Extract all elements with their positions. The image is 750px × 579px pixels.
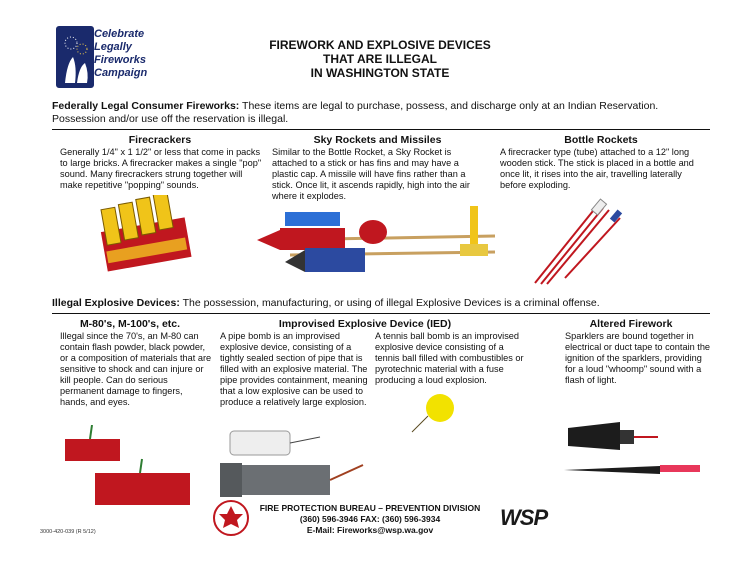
firecrackers-image [92,195,192,275]
divider [52,313,710,314]
campaign-logo [56,26,94,88]
skyrockets-text: Similar to the Bottle Rocket, a Sky Rocket is attached to a stick or has fins and may have a plastic cap. A missile will have fins rather than a stick. Once lit, it ascends rapidly, high into the air where it explodes. [272,147,470,201]
divider [52,129,710,130]
email-link[interactable]: E-Mail: Fireworks@wsp.wa.gov [306,525,434,535]
m80-text: Illegal since the 70's, an M-80 can contain flash powder, black powder, or a composition of materials that are sensitive to shock and can injure or kill people. Can do serious permanent damage to fingers, hands, and eyes. [60,331,212,407]
altered-heading: Altered Firework [589,318,673,330]
firecrackers-heading: Firecrackers [128,134,192,146]
skyrockets-heading: Sky Rockets and Missiles [313,134,442,146]
federal-intro [52,100,712,126]
ied-pipe-text: A pipe bomb is an improvised explosive device, consisting of a tightly sealed section of pipe that is filled with an explosive material. The pipe provides containment, meaning that a low explosive can be used to produce a relatively large explosion. [220,331,368,407]
campaign-logo-text: Celebrate Legally Fireworks Campaign [94,28,148,79]
illegal-text: The possession, manufacturing, or using of illegal Explosive Devices is a criminal offense. [182,297,600,309]
illegal-heading: Illegal Explosive Devices: [52,297,180,309]
altered-firework-image [560,420,710,490]
ied-tennis-text: A tennis ball bomb is an improvised explosive device consisting of a tennis ball filled with combustibles or pyrotechnic material with a fuse producing a loud explosion. [375,331,524,385]
skyrockets-image [255,200,500,280]
firecrackers-text: Generally 1/4" x 1 1/2" or less that come in packs to large bricks. A firecracker makes a single "pop" sound. Many firecrackers strung together will make repetitive "popping" sounds. [60,147,262,190]
wsp-logo: WSP [500,505,548,530]
pipe-bomb-image [215,425,365,505]
altered-text: Sparklers are bound together in electrical or duct tape to contain the ignition of the sparklers, providing for a loud "whoomp" sound with a flash of light. [565,331,711,385]
bottlerockets-text: A firecracker type (tube) attached to a 12" long wooden stick. The stick is placed in a bottle and once lit, it rises into the air, travelling laterally before exploding. [500,147,694,190]
footer-contact: FIRE PROTECTION BUREAU – PREVENTION DIVISION (360) 596-3946 FAX: (360) 596-3934 E-Mail: Fireworks@wsp.wa.gov [250,503,490,536]
illegal-intro [52,297,712,310]
bottlerockets-heading: Bottle Rockets [564,134,638,146]
federal-text: These items are legal to purchase, possess, and discharge only at an Indian Reservation. Possession and/or use off the reservation is illegal. [52,100,659,125]
page-title: FIREWORK AND EXPLOSIVE DEVICES THAT ARE ILLEGAL IN WASHINGTON STATE [269,38,491,80]
federal-heading: Federally Legal Consumer Fireworks: [52,100,240,112]
form-code: 3000-420-039 (R 5/12) [40,529,96,535]
ied-heading: Improvised Explosive Device (IED) [278,318,452,330]
fireworks-logo-icon [57,27,93,87]
bottlerockets-image [525,198,635,288]
fire-protection-seal-icon [213,500,249,536]
m80-image [60,425,195,510]
m80-heading: M-80's, M-100's, etc. [79,318,181,330]
tennis-ball-bomb-image [410,390,470,435]
